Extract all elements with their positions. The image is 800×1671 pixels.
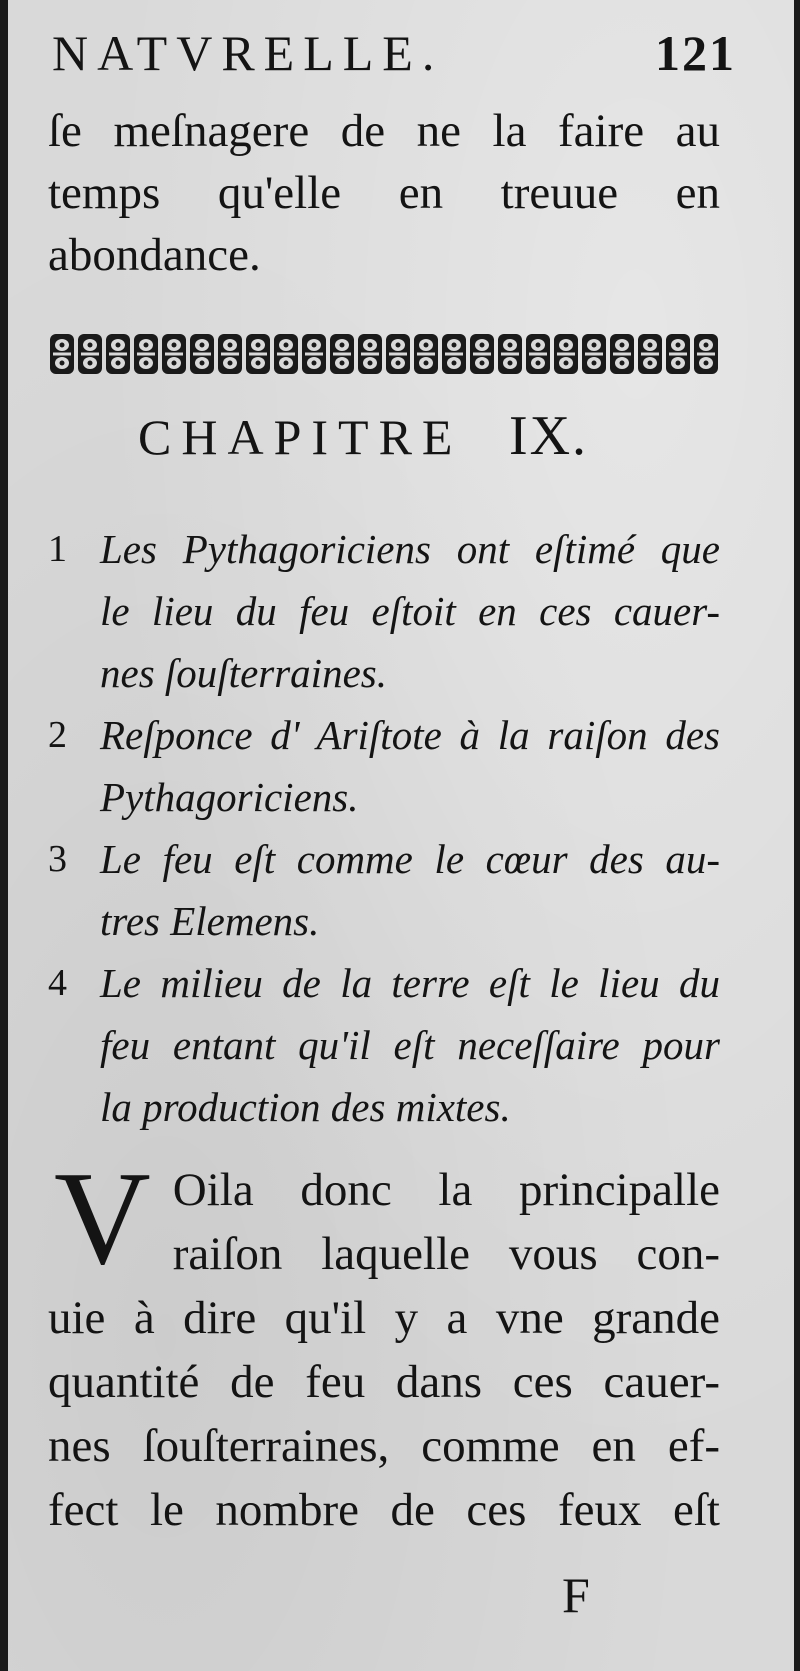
chapter-heading bbox=[138, 405, 589, 467]
ornament-unit bbox=[470, 334, 494, 374]
continued-text bbox=[48, 100, 720, 286]
ornament-unit bbox=[582, 334, 606, 374]
summary-number: 4 bbox=[48, 962, 67, 1004]
summary-line: feu entant qu'il eſt neceſſaire pour bbox=[100, 1022, 720, 1068]
text-line: ſe meſnagere de ne la faire au bbox=[48, 105, 720, 157]
main-text bbox=[48, 1144, 720, 1542]
ornament-unit bbox=[386, 334, 410, 374]
summary-item bbox=[48, 828, 720, 952]
ornament-unit bbox=[358, 334, 382, 374]
chapter-number: IX. bbox=[508, 405, 589, 467]
text-line: nes ſouſterraines, comme en ef- bbox=[48, 1420, 720, 1472]
ornament-unit bbox=[106, 334, 130, 374]
ornament-unit bbox=[246, 334, 270, 374]
summary-line: le lieu du feu eſtoit en ces cauer- bbox=[100, 588, 720, 634]
summary-line: la production des mixtes. bbox=[100, 1084, 511, 1130]
text-line: fect le nombre de ces feux eſt bbox=[48, 1484, 720, 1536]
ornament-unit bbox=[610, 334, 634, 374]
ornament-unit bbox=[554, 334, 578, 374]
summary-line: Le milieu de la terre eſt le lieu du bbox=[100, 960, 720, 1006]
ornament-unit bbox=[694, 334, 718, 374]
ornament-unit bbox=[414, 334, 438, 374]
summary-line: tres Elemens. bbox=[100, 898, 320, 944]
running-head bbox=[52, 25, 736, 81]
ornament-unit bbox=[498, 334, 522, 374]
summary-number: 1 bbox=[48, 528, 67, 570]
ornament-unit bbox=[78, 334, 102, 374]
ornament-unit bbox=[638, 334, 662, 374]
summary-line: nes ſouſterraines. bbox=[100, 650, 387, 696]
summary-line: Pythagoriciens. bbox=[100, 774, 359, 820]
ornament-unit bbox=[302, 334, 326, 374]
summary-number: 2 bbox=[48, 714, 67, 756]
ornament-unit bbox=[134, 334, 158, 374]
text-line: quantité de feu dans ces cauer- bbox=[48, 1356, 720, 1408]
summary-number: 3 bbox=[48, 838, 67, 880]
book-page bbox=[8, 0, 794, 1671]
ornament-unit bbox=[442, 334, 466, 374]
text-line: temps qu'elle en treuue en bbox=[48, 167, 720, 219]
ornament-unit bbox=[218, 334, 242, 374]
ornament-band bbox=[48, 330, 720, 378]
text-line: abondance. bbox=[48, 229, 261, 281]
chapter-label: CHAPITRE bbox=[138, 409, 463, 465]
ornament-unit bbox=[330, 334, 354, 374]
signature-mark: F bbox=[562, 1567, 590, 1623]
text-line: raiſon laquelle vous con- bbox=[172, 1228, 720, 1280]
ornament-unit bbox=[50, 334, 74, 374]
text-line: uie à dire qu'il y a vne grande bbox=[48, 1292, 720, 1344]
ornament-unit bbox=[162, 334, 186, 374]
ornament-unit bbox=[666, 334, 690, 374]
summary-item bbox=[48, 518, 720, 704]
summary-line: Le feu eſt comme le cœur des au- bbox=[100, 836, 720, 882]
ornament-unit bbox=[274, 334, 298, 374]
summary-item bbox=[48, 952, 720, 1138]
drop-capital: V bbox=[54, 1144, 151, 1292]
summary-item bbox=[48, 704, 720, 828]
summary-line: Reſponce d' Ariſtote à la raiſon des bbox=[100, 712, 720, 758]
summary-line: Les Pythagoriciens ont eſtimé que bbox=[100, 526, 720, 572]
running-head-title: NATVRELLE. bbox=[52, 25, 444, 81]
ornament-unit bbox=[526, 334, 550, 374]
ornament-unit bbox=[190, 334, 214, 374]
chapter-summary bbox=[48, 518, 720, 1138]
text-line: Oila donc la principalle bbox=[172, 1164, 720, 1216]
page-number: 121 bbox=[655, 25, 736, 81]
